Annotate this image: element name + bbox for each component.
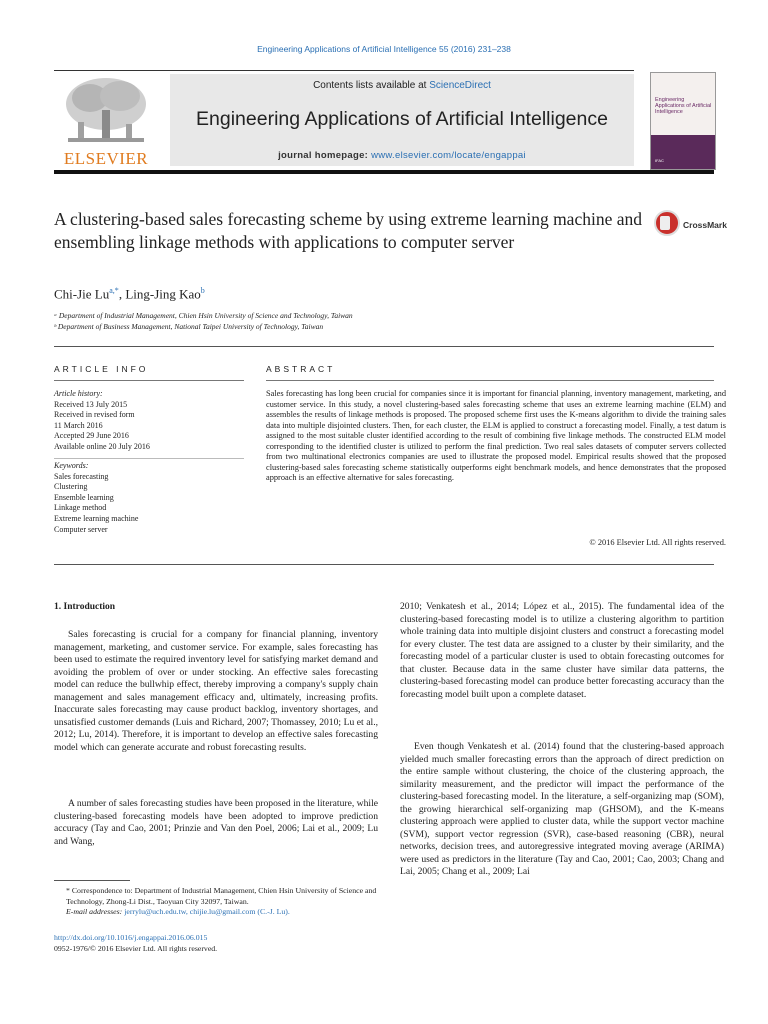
doi-link[interactable]: http://dx.doi.org/10.1016/j.engappai.2016.06.015 <box>54 933 208 942</box>
keywords-label: Keywords: <box>54 461 89 470</box>
affiliation-a: ᵃ Department of Industrial Management, Chien Hsin University of Science and Technology, Taiwan <box>54 311 353 320</box>
history-item: Received 13 July 2015 <box>54 399 128 409</box>
author-line <box>54 286 205 302</box>
crossmark-bookmark-icon <box>660 216 670 230</box>
contents-prefix: Contents lists available at <box>313 80 430 91</box>
body-paragraph: Sales forecasting is crucial for a company for financial planning, inventory management, marketing, and customer service. For example, sales forecasting has been used to estimate the required inventory level for satisfying market demand and avoiding the problem of over or under stocking. An effective sales forecasting model can reduce the bullwhip effect, thereby improving a company's supply chain management and sales management efficacy and, ultimately, increasing profits. Inaccurate sales forecasting may cause product backlog, inventory shortages, and unsatisfied customer demands (Luis and Richard, 2007; Thomassey, 2010; Lu et al., 2012; Lu, 2014). Therefore, it is important to develop an effective sales forecasting model which can generate accurate and robust forecasting results. <box>54 629 378 753</box>
keyword-item: Linkage method <box>54 503 107 513</box>
body-rule <box>54 564 714 565</box>
keywords-rule <box>54 458 244 459</box>
header-rule-top <box>54 70 634 71</box>
keyword-item: Clustering <box>54 482 88 492</box>
keyword-item: Computer server <box>54 524 108 534</box>
keyword-item: Ensemble learning <box>54 492 114 502</box>
contents-line <box>170 80 634 91</box>
history-item: Received in revised form <box>54 410 135 420</box>
header-rule-bottom <box>54 170 714 174</box>
history-item: Available online 20 July 2016 <box>54 441 150 451</box>
keyword-item: Sales forecasting <box>54 471 109 481</box>
abstract-copyright: © 2016 Elsevier Ltd. All rights reserved. <box>589 538 726 547</box>
abstract-heading: ABSTRACT <box>266 364 336 374</box>
abstract-text: Sales forecasting has long been crucial for companies since it is important for financial planning, inventory management, marketing, and customer service. In this study, a novel clustering-based sales forecasting scheme that uses an extreme learning machine (ELM) and assembles the results of linkage methods is proposed. The proposed scheme first uses the K-means algorithm to divide the training sales data into multiple disjointed clusters. Then, for each cluster, the ELM is applied to construct a forecasting model. Finally, a test datum is assigned to the most suitable cluster identified according to the result of combining five linkage methods. The constructed ELM model corresponding to the identified cluster is utilized to perform the final prediction. Two real sales datasets of computer servers collected from two multinational electronics companies are used to illustrate the proposed model. Empirical results showed that the proposed clustering-based sales forecasting scheme statistically outperforms eight benchmark models, and hence demonstrates that the proposed approach is an effective alternative for sales forecasting. <box>266 389 726 482</box>
journal-title: Engineering Applications of Artificial Intelligence <box>196 108 608 130</box>
homepage-link[interactable]: www.elsevier.com/locate/engappai <box>371 150 526 161</box>
keywords-list <box>54 461 244 535</box>
keyword-item: Extreme learning machine <box>54 513 139 523</box>
body-paragraph: 2010; Venkatesh et al., 2014; López et al., 2015). The fundamental idea of the clustering-based forecasting model is to utilize a clustering algorithm to partition whole training data into multiple disjoint clusters and construct a forecasting model for every cluster. The test data are assigned to a cluster by their similarity, and the forecasting model of a particular cluster is used to obtain forecasting outcomes for that cluster. Because data in the same cluster have similar data patterns, the clustering-based forecasting model can produce better forecasting accuracy than the forecasting model built upon a complete dataset. <box>400 601 724 700</box>
elsevier-wordmark: ELSEVIER <box>63 149 149 168</box>
history-item: 11 March 2016 <box>54 420 103 430</box>
author-separator: , <box>118 286 126 302</box>
body-paragraph: A number of sales forecasting studies have been proposed in the literature, while clustering-based forecasting models have been adopted to improve prediction accuracy (Tay and Cao, 2001; Prinzie and Van den Poel, 2006; Lai et al., 2009; Lu and Wang, <box>54 798 378 847</box>
journal-cover-thumbnail[interactable] <box>650 72 716 170</box>
footnote-address: * Correspondence to: Department of Industrial Management, Chien Hsin University of Science and Technology, Zhong-Li Dist., Taoyuan City 32097, Taiwan. <box>66 886 377 906</box>
footnote-emails <box>54 907 378 918</box>
journal-reference-link[interactable]: Engineering Applications of Artificial Intelligence 55 (2016) 231–238 <box>257 44 511 54</box>
abstract-rule <box>266 380 714 381</box>
footnote-rule <box>54 880 130 881</box>
sciencedirect-link[interactable]: ScienceDirect <box>429 80 491 91</box>
correspondence-footnote <box>54 886 378 918</box>
body-paragraph: Even though Venkatesh et al. (2014) found that the clustering-based approach yielded much smaller forecasting errors than the approach of direct prediction on the entire sample without clustering, the choice of the clustering approach, the similarity measurement, and the predictor will impact the performance of the clustering-based forecasting model. In the literature, a self-organizing map (SOM), the growing hierarchical self-organizing map (GHSOM), and the K-means clustering approach were applied to cluster data, while the support vector machine (SVM), support vector regression (SVR), case-based reasoning (CBR), neural networks, decision trees, and autoregressive integrated moving average (ARIMA) were used as predictors in the literature (Tay and Cao, 2001; Cao, 2003; Chang and Lai, 2005; Chang et al., 2009; Lai <box>400 741 724 878</box>
homepage-label: journal homepage: <box>278 150 372 161</box>
author-affil-link[interactable]: b <box>200 286 205 295</box>
author-affil-link[interactable]: a,* <box>109 286 119 295</box>
article-history <box>54 389 244 453</box>
article-info-heading: ARTICLE INFO <box>54 364 149 374</box>
issn-line: 0952-1976/© 2016 Elsevier Ltd. All rights reserved. <box>54 944 218 953</box>
history-item: Accepted 29 June 2016 <box>54 431 129 441</box>
paper-title: A clustering-based sales forecasting scheme by using extreme learning machine and ensembling linkage methods with applications to computer server <box>54 209 642 252</box>
email-links[interactable]: jerrylu@uch.edu.tw, chijie.lu@gmail.com (C.-J. Lu). <box>124 907 290 916</box>
history-label: Article history: <box>54 389 103 398</box>
author-name: Ling-Jing Kao <box>125 286 201 302</box>
affiliation-b: ᵇ Department of Business Management, National Taipei University of Technology, Taiwan <box>54 322 324 331</box>
article-info-rule <box>54 380 244 381</box>
crossmark-label: CrossMark <box>683 220 727 230</box>
homepage-line <box>170 150 634 161</box>
email-label: E-mail addresses: <box>66 907 125 916</box>
section-heading-introduction: 1. Introduction <box>54 602 116 612</box>
section-rule <box>54 346 714 347</box>
author-name: Chi-Jie Lu <box>54 286 110 302</box>
crossmark-badge[interactable] <box>654 208 734 242</box>
cover-footer: IFAC <box>655 158 664 163</box>
cover-title: Engineering Applications of Artificial Intelligence <box>655 97 712 115</box>
